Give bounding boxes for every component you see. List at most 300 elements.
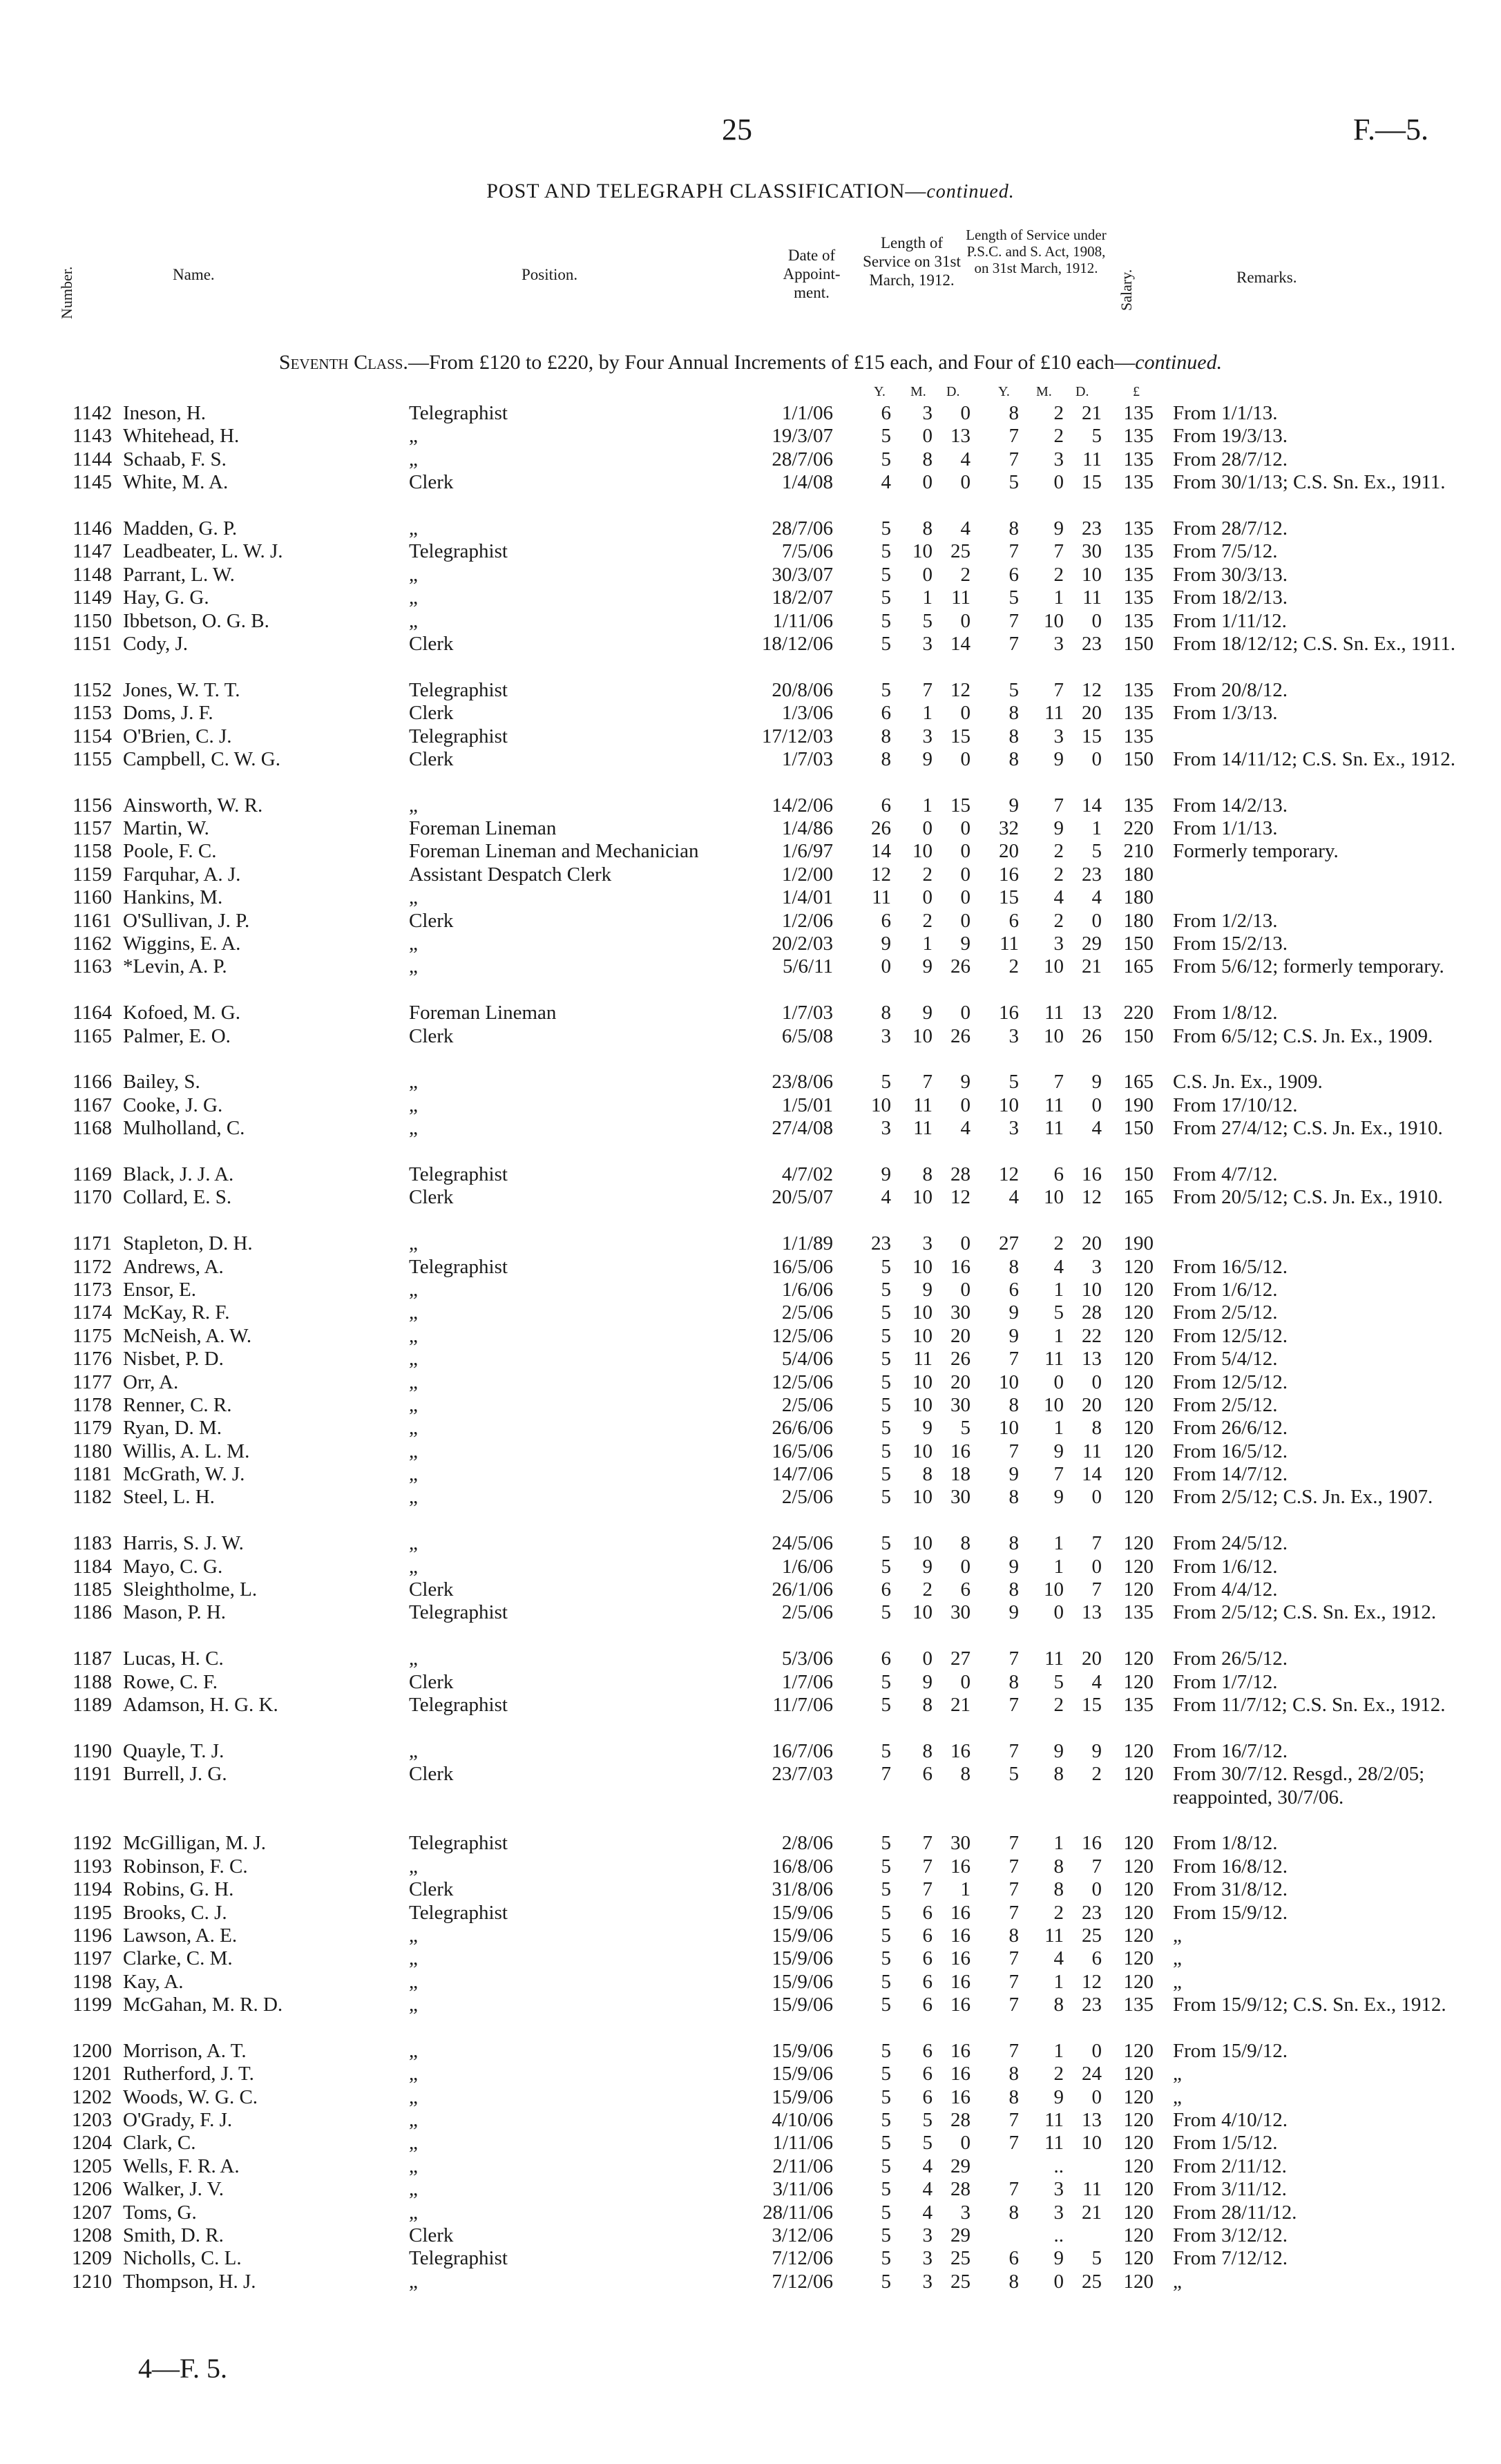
staff-name: Hankins, M.	[123, 886, 223, 909]
staff-name: O'Brien, C. J.	[123, 725, 232, 747]
service-days: 5	[960, 1417, 971, 1440]
appointment-date: 1/11/06	[772, 609, 833, 632]
table-row	[0, 1832, 1501, 1855]
service-days: 0	[960, 2132, 971, 2155]
service-years: 5	[881, 1463, 891, 1486]
staff-name: Sleightholme, L.	[123, 1578, 258, 1601]
psc-days: 10	[1082, 1278, 1102, 1301]
service-days: 16	[950, 1924, 971, 1947]
position: Clerk	[409, 747, 454, 770]
service-years: 5	[881, 1278, 891, 1301]
position: „	[409, 2109, 418, 2132]
table-row	[0, 1994, 1501, 2040]
psc-days: 9	[1091, 1739, 1102, 1762]
psc-years: 5	[1008, 1763, 1019, 1786]
service-years: 6	[881, 909, 891, 932]
staff-name: Ryan, D. M.	[123, 1417, 222, 1440]
service-months: 10	[912, 1393, 933, 1416]
psc-months: 11	[1044, 1348, 1064, 1371]
psc-months: 4	[1053, 886, 1064, 909]
table-row	[0, 1394, 1501, 1417]
staff-name: Collard, E. S.	[123, 1186, 232, 1209]
staff-name: White, M. A.	[123, 471, 229, 494]
service-days: 16	[950, 1901, 971, 1924]
service-years: 5	[881, 609, 891, 632]
appointment-date: 20/5/07	[772, 1186, 833, 1209]
psc-years: 7	[1008, 1878, 1019, 1901]
staff-name: Martin, W.	[123, 817, 209, 840]
psc-days: 14	[1082, 794, 1102, 816]
salary: 120	[1123, 1901, 1154, 1924]
psc-months: 2	[1053, 402, 1064, 424]
service-days: 30	[950, 1393, 971, 1416]
salary: 120	[1123, 1924, 1154, 1947]
service-years: 5	[881, 2178, 891, 2201]
service-months: 10	[912, 540, 933, 563]
position: „	[409, 955, 418, 978]
psc-years: 15	[999, 886, 1019, 909]
unit-pound: £	[1133, 384, 1140, 399]
remarks: From 30/7/12. Resgd., 28/2/05; reappointed, 30/7/06.	[1173, 1763, 1425, 1808]
service-days: 16	[950, 2085, 971, 2108]
service-days: 0	[960, 1278, 971, 1301]
psc-months: 10	[1044, 955, 1064, 978]
appointment-date: 16/7/06	[772, 1739, 833, 1762]
remarks: From 2/5/12.	[1173, 1393, 1278, 1416]
service-months: 10	[912, 1440, 933, 1462]
psc-months: 11	[1044, 2109, 1064, 2132]
remarks: From 3/11/12.	[1173, 2178, 1287, 2201]
service-years: 5	[881, 1393, 891, 1416]
psc-months: ..	[1053, 2224, 1064, 2247]
remarks: From 19/3/13.	[1173, 425, 1288, 448]
salary: 120	[1123, 2132, 1154, 2155]
psc-years: 8	[1008, 2201, 1019, 2224]
psc-days: 28	[1082, 1301, 1102, 1324]
service-months: 11	[913, 1117, 933, 1140]
row-number: 1165	[73, 1024, 112, 1047]
psc-days: 5	[1091, 840, 1102, 863]
salary: 135	[1123, 586, 1154, 609]
position: „	[409, 1117, 418, 1140]
psc-months: 2	[1053, 1694, 1064, 1717]
service-months: 10	[912, 1371, 933, 1393]
service-months: 7	[922, 1832, 933, 1855]
staff-name: Farquhar, A. J.	[123, 863, 241, 886]
table-row	[0, 1578, 1501, 1601]
remarks: From 2/11/12.	[1173, 2155, 1287, 2177]
salary: 165	[1123, 1186, 1154, 1209]
row-number: 1143	[73, 425, 112, 448]
class-heading	[0, 351, 1501, 374]
service-months: 6	[922, 1947, 933, 1970]
service-days: 8	[960, 1532, 971, 1555]
table-row	[0, 2155, 1501, 2178]
service-days: 0	[960, 909, 971, 932]
position: „	[409, 2155, 418, 2177]
psc-years: 2	[1008, 955, 1019, 978]
psc-months: 2	[1053, 1901, 1064, 1924]
service-years: 5	[881, 1324, 891, 1347]
psc-years: 10	[999, 1093, 1019, 1116]
remarks: From 1/8/12.	[1173, 1002, 1278, 1024]
salary: 120	[1123, 1832, 1154, 1855]
service-months: 0	[922, 1648, 933, 1670]
service-months: 9	[922, 955, 933, 978]
remarks: From 15/9/12.	[1173, 1901, 1288, 1924]
appointment-date: 1/4/86	[781, 817, 833, 840]
service-months: 7	[922, 1855, 933, 1878]
salary: 120	[1123, 1417, 1154, 1440]
table-row	[0, 955, 1501, 1002]
service-years: 5	[881, 1994, 891, 2016]
psc-days: 0	[1091, 2085, 1102, 2108]
appointment-date: 2/11/06	[772, 2155, 833, 2177]
psc-years: 4	[1008, 1186, 1019, 1209]
remarks: From 16/5/12.	[1173, 1255, 1288, 1278]
position: Telegraphist	[409, 1255, 508, 1278]
position: „	[409, 2039, 418, 2062]
appointment-date: 15/9/06	[772, 1901, 833, 1924]
service-years: 5	[881, 1301, 891, 1324]
salary: 120	[1123, 1463, 1154, 1486]
service-months: 10	[912, 1601, 933, 1624]
table-row	[0, 886, 1501, 909]
service-months: 3	[922, 2247, 933, 2270]
service-months: 1	[922, 794, 933, 816]
psc-months: 2	[1053, 863, 1064, 886]
service-years: 5	[881, 2039, 891, 2062]
appointment-date: 31/8/06	[772, 1878, 833, 1901]
psc-days: 15	[1082, 1694, 1102, 1717]
psc-days: 22	[1082, 1324, 1102, 1347]
psc-years: 6	[1008, 1278, 1019, 1301]
salary: 120	[1123, 1301, 1154, 1324]
table-row	[0, 817, 1501, 840]
psc-days: 11	[1082, 448, 1102, 470]
row-number: 1163	[73, 955, 112, 978]
position: „	[409, 1947, 418, 1970]
table-row	[0, 1740, 1501, 1763]
remarks: From 1/7/12.	[1173, 1670, 1278, 1693]
appointment-date: 1/2/06	[781, 909, 833, 932]
header-date: Date of Appoint- ment.	[783, 247, 841, 301]
salary: 135	[1123, 1601, 1154, 1624]
appointment-date: 15/9/06	[772, 1947, 833, 1970]
position: Clerk	[409, 1024, 454, 1047]
appointment-date: 20/2/03	[772, 933, 833, 955]
row-number: 1185	[73, 1578, 112, 1601]
service-months: 7	[922, 678, 933, 701]
psc-years: 8	[1008, 1486, 1019, 1509]
appointment-date: 5/3/06	[781, 1648, 833, 1670]
psc-months: 4	[1053, 1947, 1064, 1970]
service-years: 5	[881, 2270, 891, 2293]
table-row	[0, 2224, 1501, 2247]
psc-years: 8	[1008, 1255, 1019, 1278]
psc-years: 6	[1008, 909, 1019, 932]
psc-days: 8	[1091, 1417, 1102, 1440]
row-number: 1151	[73, 632, 112, 655]
psc-days: 11	[1082, 1440, 1102, 1462]
service-years: 5	[881, 1440, 891, 1462]
staff-name: Wiggins, E. A.	[123, 933, 241, 955]
salary: 165	[1123, 955, 1154, 978]
row-number: 1206	[72, 2178, 112, 2201]
salary: 120	[1123, 2270, 1154, 2293]
service-months: 3	[922, 1232, 933, 1255]
remarks: From 4/4/12.	[1173, 1578, 1278, 1601]
psc-days: 23	[1082, 632, 1102, 655]
header-position: Position.	[522, 266, 578, 283]
psc-years: 6	[1008, 563, 1019, 586]
salary: 150	[1123, 1163, 1154, 1185]
service-years: 5	[881, 1924, 891, 1947]
row-number: 1191	[73, 1763, 112, 1786]
table-row	[0, 402, 1501, 425]
service-years: 12	[871, 863, 891, 886]
row-number: 1169	[73, 1163, 112, 1185]
row-number: 1179	[73, 1417, 112, 1440]
position: Clerk	[409, 632, 454, 655]
psc-years: 7	[1008, 1855, 1019, 1878]
position: „	[409, 2132, 418, 2155]
psc-days: 4	[1091, 1670, 1102, 1693]
position: „	[409, 1970, 418, 1993]
service-months: 6	[922, 1994, 933, 2016]
row-number: 1168	[73, 1117, 112, 1140]
psc-months: 11	[1044, 1117, 1064, 1140]
position: „	[409, 2270, 418, 2293]
remarks: From 2/5/12; C.S. Jn. Ex., 1907.	[1173, 1486, 1433, 1509]
table-row	[0, 1325, 1501, 1348]
unit-months-psc: M.	[1036, 384, 1052, 399]
row-number: 1147	[73, 540, 112, 563]
psc-days: 0	[1091, 2039, 1102, 2062]
psc-years: 9	[1008, 1463, 1019, 1486]
psc-months: 7	[1053, 794, 1064, 816]
remarks: From 1/1/13.	[1173, 817, 1278, 840]
appointment-date: 1/6/06	[781, 1555, 833, 1578]
staff-name: McGilligan, M. J.	[123, 1832, 267, 1855]
psc-years: 11	[1000, 933, 1019, 955]
staff-name: *Levin, A. P.	[123, 955, 227, 978]
position: „	[409, 1486, 418, 1509]
appointment-date: 3/12/06	[772, 2224, 833, 2247]
service-months: 2	[922, 1578, 933, 1601]
psc-years: 10	[999, 1371, 1019, 1393]
service-years: 5	[881, 1532, 891, 1555]
salary: 220	[1123, 1002, 1154, 1024]
table-row	[0, 1971, 1501, 1994]
appointment-date: 26/1/06	[772, 1578, 833, 1601]
psc-years: 8	[1008, 725, 1019, 747]
staff-name: Nicholls, C. L.	[123, 2247, 242, 2270]
position: Clerk	[409, 471, 454, 494]
page-number: 25	[722, 113, 752, 146]
service-months: 5	[922, 2109, 933, 2132]
service-days: 15	[950, 725, 971, 747]
psc-days: 13	[1082, 1348, 1102, 1371]
position: „	[409, 794, 418, 816]
salary: 135	[1123, 540, 1154, 563]
psc-years: 16	[999, 1002, 1019, 1024]
table-row	[0, 586, 1501, 609]
position: „	[409, 1648, 418, 1670]
service-years: 5	[881, 2247, 891, 2270]
table-row	[0, 1601, 1501, 1648]
psc-months: 10	[1044, 1393, 1064, 1416]
psc-days: 10	[1082, 2132, 1102, 2155]
service-months: 0	[922, 886, 933, 909]
psc-months: 1	[1053, 586, 1064, 609]
psc-months: 1	[1053, 1417, 1064, 1440]
staff-name: Cody, J.	[123, 632, 188, 655]
remarks: From 2/5/12; C.S. Sn. Ex., 1912.	[1173, 1601, 1437, 1624]
table-row	[0, 1440, 1501, 1463]
header-number: Number.	[58, 266, 75, 319]
psc-days: 12	[1082, 1186, 1102, 1209]
psc-months: 4	[1053, 1255, 1064, 1278]
position: „	[409, 1440, 418, 1462]
service-days: 9	[960, 933, 971, 955]
service-days: 21	[950, 1694, 971, 1717]
appointment-date: 2/5/06	[781, 1601, 833, 1624]
remarks: From 20/5/12; C.S. Jn. Ex., 1910.	[1173, 1186, 1443, 1209]
psc-days: 20	[1082, 702, 1102, 725]
row-number: 1172	[73, 1255, 112, 1278]
psc-years: 8	[1008, 1670, 1019, 1693]
service-months: 6	[922, 2063, 933, 2085]
psc-days: 23	[1082, 1994, 1102, 2016]
appointment-date: 1/7/06	[781, 1670, 833, 1693]
remarks: „	[1173, 1970, 1182, 1993]
row-number: 1160	[73, 886, 112, 909]
psc-years: 9	[1008, 1601, 1019, 1624]
position: Foreman Lineman and Mechanician	[409, 840, 699, 863]
table-row	[0, 471, 1501, 517]
service-days: 16	[950, 1855, 971, 1878]
remarks: From 1/5/12.	[1173, 2132, 1278, 2155]
service-months: 4	[922, 2201, 933, 2224]
psc-months: 2	[1053, 425, 1064, 448]
service-years: 5	[881, 632, 891, 655]
appointment-date: 7/12/06	[772, 2247, 833, 2270]
staff-name: Smith, D. R.	[123, 2224, 224, 2247]
psc-months: 0	[1053, 1601, 1064, 1624]
position: Clerk	[409, 702, 454, 725]
psc-years: 7	[1008, 632, 1019, 655]
table-row	[0, 840, 1501, 863]
psc-years: 5	[1008, 471, 1019, 494]
service-days: 9	[960, 1071, 971, 1093]
position: „	[409, 1532, 418, 1555]
service-days: 25	[950, 2270, 971, 2293]
service-years: 6	[881, 402, 891, 424]
service-years: 3	[881, 1024, 891, 1047]
table-row	[0, 702, 1501, 725]
service-days: 2	[960, 563, 971, 586]
staff-name: Mason, P. H.	[123, 1601, 227, 1624]
psc-months: 9	[1053, 747, 1064, 770]
service-months: 9	[922, 1417, 933, 1440]
salary: 120	[1123, 1255, 1154, 1278]
table-row	[0, 633, 1501, 679]
service-days: 0	[960, 747, 971, 770]
staff-name: O'Grady, F. J.	[123, 2109, 233, 2132]
service-years: 5	[881, 1947, 891, 1970]
psc-months: 1	[1053, 1278, 1064, 1301]
service-days: 0	[960, 609, 971, 632]
psc-years: 8	[1008, 2063, 1019, 2085]
salary: 150	[1123, 747, 1154, 770]
service-years: 0	[881, 955, 891, 978]
service-months: 8	[922, 1694, 933, 1717]
table-row	[0, 1348, 1501, 1371]
psc-months: 7	[1053, 678, 1064, 701]
row-number: 1178	[73, 1393, 112, 1416]
service-days: 16	[950, 1255, 971, 1278]
remarks: From 20/8/12.	[1173, 678, 1288, 701]
psc-days: 0	[1091, 1878, 1102, 1901]
service-years: 8	[881, 725, 891, 747]
row-number: 1156	[73, 794, 112, 816]
salary: 165	[1123, 1071, 1154, 1093]
service-days: 30	[950, 1601, 971, 1624]
psc-days: 15	[1082, 725, 1102, 747]
service-days: 15	[950, 794, 971, 816]
service-years: 5	[881, 1901, 891, 1924]
appointment-date: 1/11/06	[772, 2132, 833, 2155]
table-row	[0, 1902, 1501, 1925]
appointment-date: 15/9/06	[772, 2085, 833, 2108]
psc-days: 0	[1091, 909, 1102, 932]
service-days: 3	[960, 2201, 971, 2224]
class-label: Seventh Class.	[278, 351, 408, 374]
psc-months: ..	[1053, 2155, 1064, 2177]
appointment-date: 4/10/06	[772, 2109, 833, 2132]
salary: 120	[1123, 1371, 1154, 1393]
table-row	[0, 2247, 1501, 2270]
row-number: 1195	[73, 1901, 112, 1924]
row-number: 1154	[73, 725, 112, 747]
row-number: 1162	[73, 933, 112, 955]
remarks: From 11/7/12; C.S. Sn. Ex., 1912.	[1173, 1694, 1446, 1717]
psc-days: 23	[1082, 517, 1102, 539]
table-row	[0, 2271, 1501, 2293]
service-months: 9	[922, 1278, 933, 1301]
salary: 120	[1123, 1739, 1154, 1762]
row-number: 1197	[73, 1947, 112, 1970]
table-row	[0, 425, 1501, 448]
row-number: 1157	[73, 817, 112, 840]
remarks: „	[1173, 1924, 1182, 1947]
psc-days: 0	[1091, 1371, 1102, 1393]
staff-name: Doms, J. F.	[123, 702, 213, 725]
salary: 120	[1123, 1348, 1154, 1371]
service-months: 10	[912, 1324, 933, 1347]
position: „	[409, 2178, 418, 2201]
psc-years: 7	[1008, 1901, 1019, 1924]
staff-name: Leadbeater, L. W. J.	[123, 540, 283, 563]
staff-name: Willis, A. L. M.	[123, 1440, 250, 1462]
appointment-date: 7/12/06	[772, 2270, 833, 2293]
staff-name: Morrison, A. T.	[123, 2039, 247, 2062]
service-years: 5	[881, 1486, 891, 1509]
psc-days: 21	[1082, 2201, 1102, 2224]
service-years: 5	[881, 2155, 891, 2177]
psc-days: 13	[1082, 1601, 1102, 1624]
